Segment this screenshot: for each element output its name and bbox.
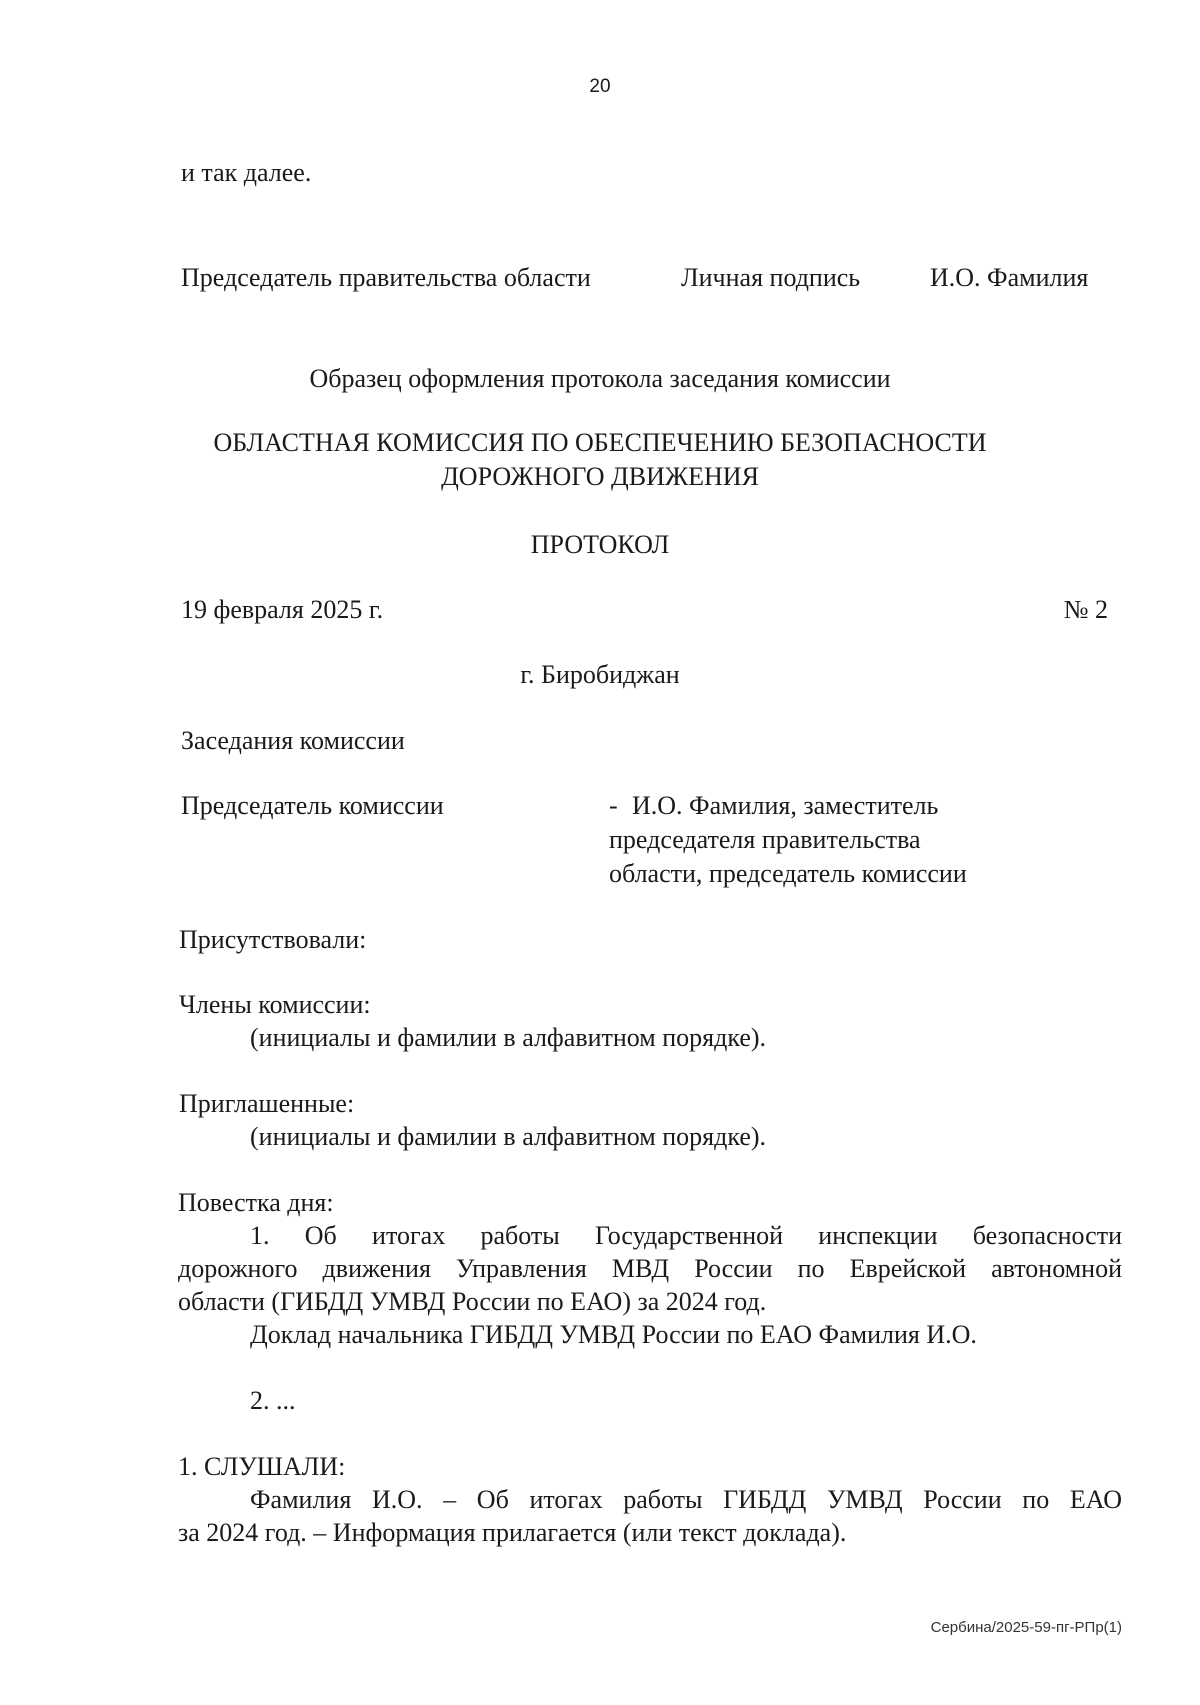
chair-line3: области, председатель комиссии [609,859,967,888]
protocol-number: № 2 [1063,595,1108,624]
continuation-text: и так далее. [181,158,312,187]
signature-sign: Личная подпись [681,263,861,292]
org-title-line2: ДОРОЖНОГО ДВИЖЕНИЯ [441,462,759,491]
document-type: ПРОТОКОЛ [530,530,670,559]
present-label: Присутствовали: [179,925,367,954]
members-label: Члены комиссии: [179,990,371,1019]
sample-heading: Образец оформления протокола заседания комиссии [309,364,891,393]
invited-text: (инициалы и фамилии в алфавитном порядке). [250,1122,767,1151]
chair-line1: И.О. Фамилия, заместитель [632,791,939,820]
invited-label: Приглашенные: [179,1089,355,1118]
footer-document-code: Сербина/2025-59-пг-РПр(1) [930,1619,1122,1636]
protocol-date: 19 февраля 2025 г. [181,595,384,624]
heard-line2: за 2024 год. – Информация прилагается (или текст доклада). [178,1518,847,1547]
chair-line2: председателя правительства [609,825,921,854]
agenda-item2: 2. ... [250,1386,296,1415]
heard-label: 1. СЛУШАЛИ: [178,1452,346,1481]
chair-label: Председатель комиссии [181,791,444,820]
meeting-label: Заседания комиссии [181,726,405,755]
agenda-item1-line2: дорожного движения Управления МВД России по Еврейской автономной [178,1254,1122,1283]
page-number: 20 [589,76,611,97]
agenda-item1-report: Доклад начальника ГИБДД УМВД России по ЕАО Фамилия И.О. [250,1320,977,1349]
city: г. Биробиджан [520,660,680,689]
heard-line1: Фамилия И.О. – Об итогах работы ГИБДД УМВД России по ЕАО [250,1485,1122,1514]
signature-position: Председатель правительства области [181,263,591,292]
agenda-item1-line1: 1. Об итогах работы Государственной инспекции безопасности [250,1221,1122,1250]
org-title-line1: ОБЛАСТНАЯ КОМИССИЯ ПО ОБЕСПЕЧЕНИЮ БЕЗОПАСНОСТИ [213,428,987,457]
agenda-label: Повестка дня: [178,1188,334,1217]
agenda-item1-line3: области (ГИБДД УМВД России по ЕАО) за 2024 год. [178,1287,767,1316]
signature-name: И.О. Фамилия [930,263,1089,292]
members-text: (инициалы и фамилии в алфавитном порядке). [250,1023,767,1052]
chair-dash: - [609,791,618,820]
